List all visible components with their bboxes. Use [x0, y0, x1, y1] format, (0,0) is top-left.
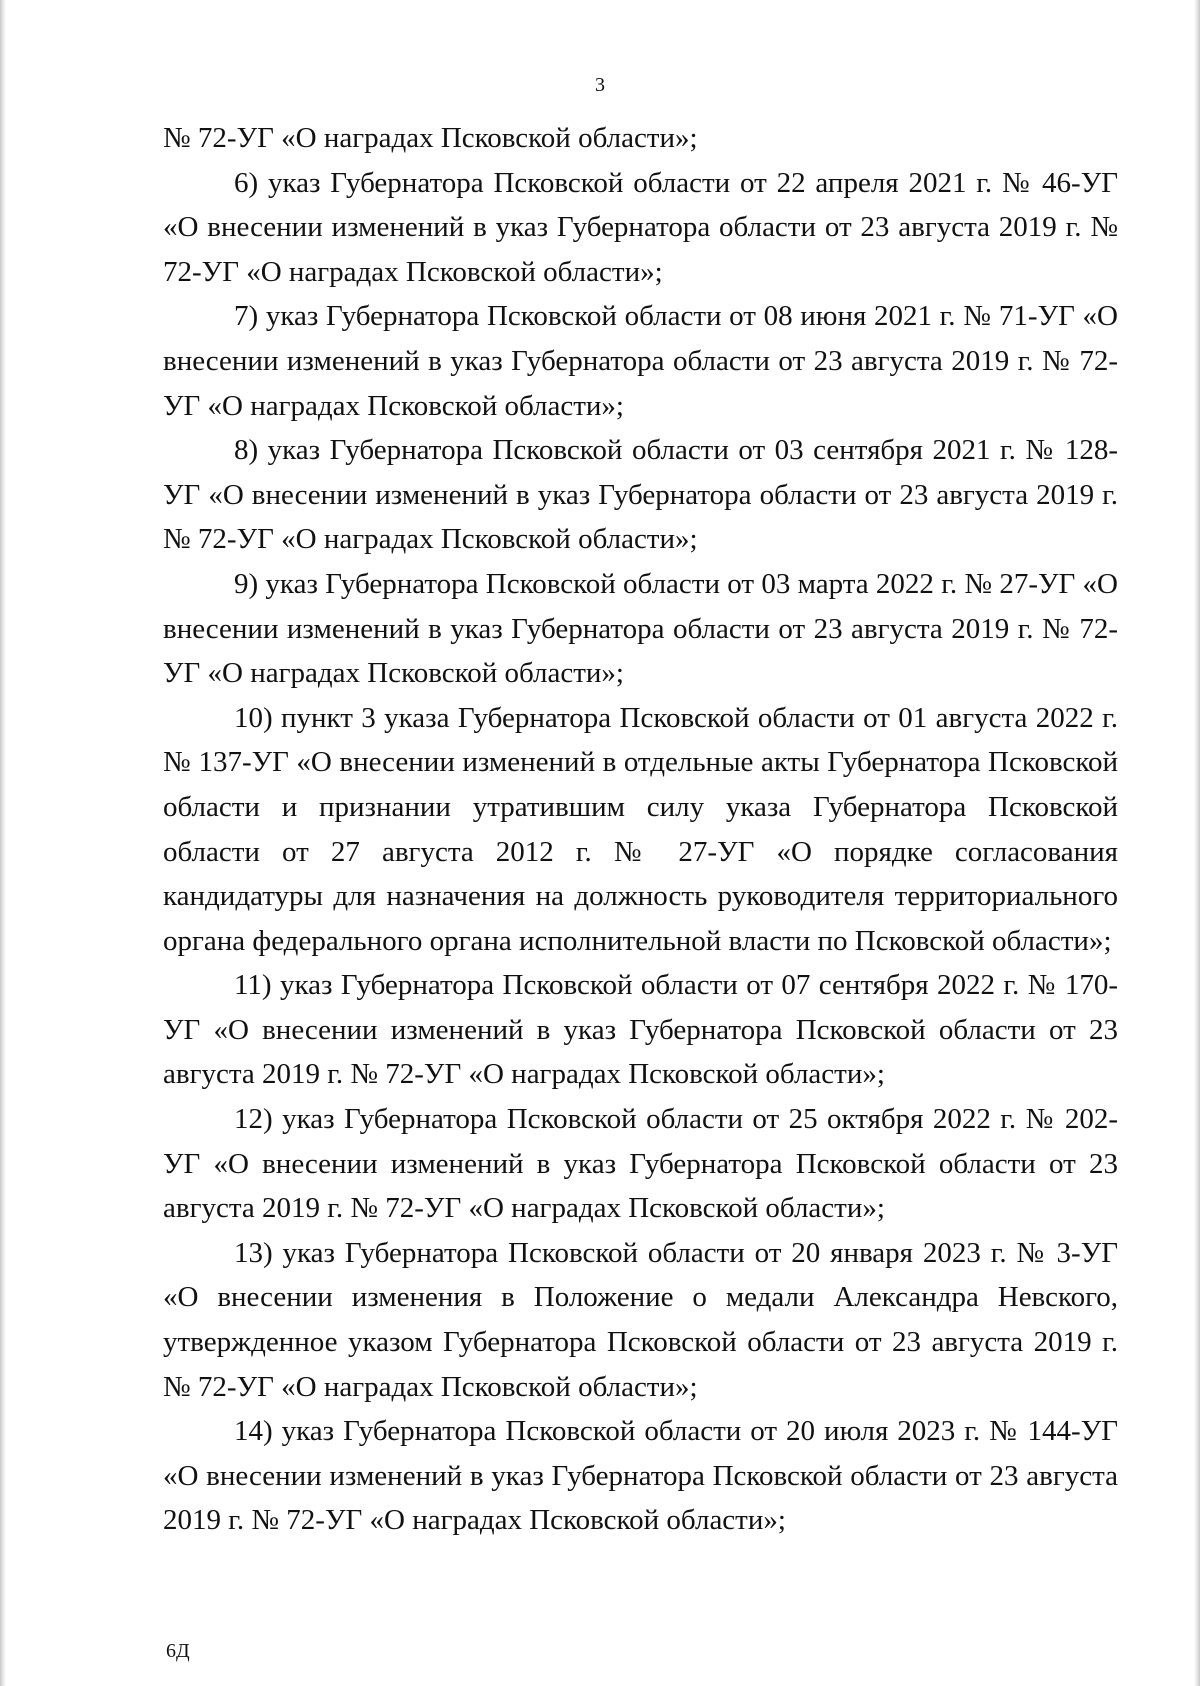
- list-item-12: 12) указ Губернатора Псковской области от 25 октября 2022 г. № 202-УГ «О внесении изменений в указ Губернатора Псковской области от 23 августа 2019 г. № 72-УГ «О наградах Псковской области»;: [163, 1103, 1118, 1225]
- scan-edge-right: [1194, 0, 1200, 1686]
- list-item-13: 13) указ Губернатора Псковской области от 20 января 2023 г. № 3-УГ «О внесении изменения в Положение о медали Александра Невского, утвержденное указом Губернатора Псковской области от 23 августа 2019 г. № 72-УГ «О наградах Псковской области»;: [163, 1236, 1118, 1403]
- list-item-8: 8) указ Губернатора Псковской области от 03 сентября 2021 г. № 128-УГ «О внесении изменений в указ Губернатора области от 23 августа 2019 г. № 72-УГ «О наградах Псковской области»;: [163, 434, 1118, 556]
- list-item-6: 6) указ Губернатора Псковской области от 22 апреля 2021 г. № 46-УГ «О внесении изменений в указ Губернатора области от 23 августа 2019 г. № 72-УГ «О наградах Псковской области»;: [163, 166, 1118, 288]
- list-item-14: 14) указ Губернатора Псковской области от 20 июля 2023 г. № 144-УГ «О внесении изменений в указ Губернатора Псковской области от 23 августа 2019 г. № 72-УГ «О наградах Псковской области»;: [163, 1415, 1118, 1537]
- page-number: 3: [595, 74, 605, 96]
- scan-edge-left: [0, 0, 6, 1686]
- document-body: [163, 116, 1118, 1543]
- list-item-10: 10) пункт 3 указа Губернатора Псковской области от 01 августа 2022 г. № 137-УГ «О внесении изменений в отдельные акты Губернатора Псковской области и признании утратившим силу указа Губернатора Псковской области от 27 августа 2012 г. № 27-УГ «О порядке согласования кандидатуры для назначения на должность руководителя территориального органа федерального органа исполнительной власти по Псковской области»;: [163, 701, 1118, 957]
- paragraph-continuation: № 72-УГ «О наградах Псковской области»;: [163, 122, 698, 154]
- footer-code: 6Д: [166, 1640, 190, 1662]
- list-item-7: 7) указ Губернатора Псковской области от 08 июня 2021 г. № 71-УГ «О внесении изменений в указ Губернатора области от 23 августа 2019 г. № 72-УГ «О наградах Псковской области»;: [163, 300, 1118, 422]
- list-item-11: 11) указ Губернатора Псковской области от 07 сентября 2022 г. № 170-УГ «О внесении изменений в указ Губернатора Псковской области от 23 августа 2019 г. № 72-УГ «О наградах Псковской области»;: [163, 969, 1118, 1091]
- list-item-9: 9) указ Губернатора Псковской области от 03 марта 2022 г. № 27-УГ «О внесении изменений в указ Губернатора области от 23 августа 2019 г. № 72-УГ «О наградах Псковской области»;: [163, 567, 1118, 690]
